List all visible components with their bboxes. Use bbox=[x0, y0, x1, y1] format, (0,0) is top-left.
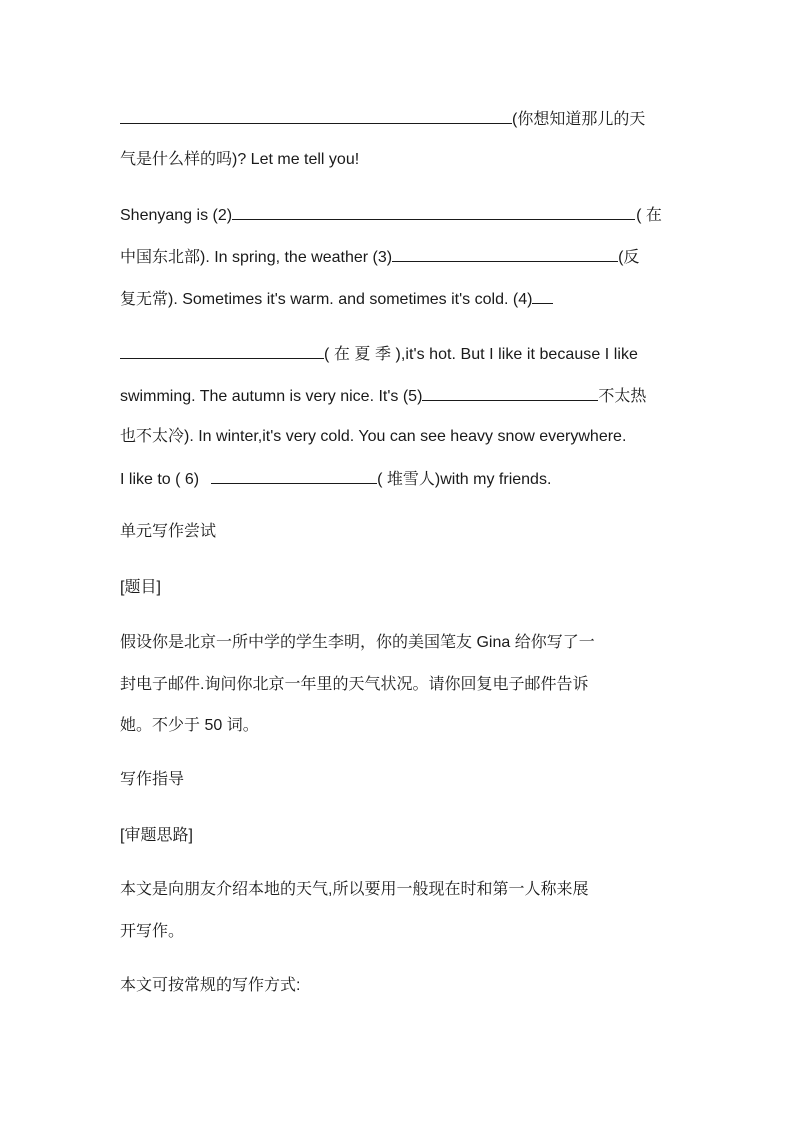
topic-line-1: 假设你是北京一所中学的学生李明，你的美国笔友 Gina 给你写了一 bbox=[120, 634, 595, 651]
passage-line-4 bbox=[120, 245, 674, 269]
line3-text: Shenyang is (2) bbox=[120, 207, 233, 224]
line4-hint: (反 bbox=[618, 249, 640, 266]
line5-text: 复无常). Sometimes it's warm. and sometimes it's cold. (4) bbox=[120, 291, 533, 308]
passage-line-6 bbox=[120, 342, 674, 366]
answer-blank-4a[interactable] bbox=[532, 287, 553, 304]
line9-text: I like to ( 6) bbox=[120, 471, 200, 488]
analysis-heading: [审题思路] bbox=[120, 827, 193, 844]
topic-heading: [题目] bbox=[120, 579, 161, 596]
passage-line-9 bbox=[120, 467, 674, 491]
line9-hint: ( 堆雪人)with my friends. bbox=[377, 471, 552, 488]
line1-hint: (你想知道那儿的天 bbox=[512, 111, 646, 128]
method-line: 本文可按常规的写作方式: bbox=[120, 977, 301, 994]
answer-blank-3[interactable] bbox=[392, 245, 618, 262]
line7-text: swimming. The autumn is very nice. It's (5) bbox=[120, 388, 423, 405]
topic-line-3: 她。不少于 50 词。 bbox=[120, 717, 259, 734]
passage-line-1 bbox=[120, 107, 674, 131]
line3-hint: ( 在 bbox=[636, 207, 662, 224]
line6-text: ( 在 夏 季 ),it's hot. But I like it because I like bbox=[324, 346, 639, 363]
analysis-line-2: 开写作。 bbox=[120, 923, 185, 940]
passage-line-8: 也不太冷). In winter,it's very cold. You can see heavy snow everywhere. bbox=[120, 428, 627, 445]
topic-line-2: 封电子邮件.询问你北京一年里的天气状况。请你回复电子邮件告诉 bbox=[120, 676, 589, 693]
answer-blank-1[interactable] bbox=[120, 107, 512, 124]
analysis-line-1: 本文是向朋友介绍本地的天气,所以要用一般现在时和第一人称来展 bbox=[120, 881, 589, 898]
guide-heading: 写作指导 bbox=[120, 771, 185, 788]
answer-blank-4b[interactable] bbox=[120, 342, 324, 359]
passage-line-2: 气是什么样的吗)? Let me tell you! bbox=[120, 151, 360, 168]
answer-blank-2[interactable] bbox=[232, 203, 635, 220]
passage-line-7 bbox=[120, 384, 674, 408]
answer-blank-5[interactable] bbox=[422, 384, 598, 401]
line4-text: 中国东北部). In spring, the weather (3) bbox=[120, 249, 393, 266]
passage-line-3 bbox=[120, 203, 674, 227]
answer-blank-6[interactable] bbox=[211, 467, 377, 484]
passage-line-5 bbox=[120, 287, 674, 311]
section-heading-unit-writing: 单元写作尝试 bbox=[120, 523, 217, 540]
line7-hint: 不太热 bbox=[598, 388, 647, 405]
